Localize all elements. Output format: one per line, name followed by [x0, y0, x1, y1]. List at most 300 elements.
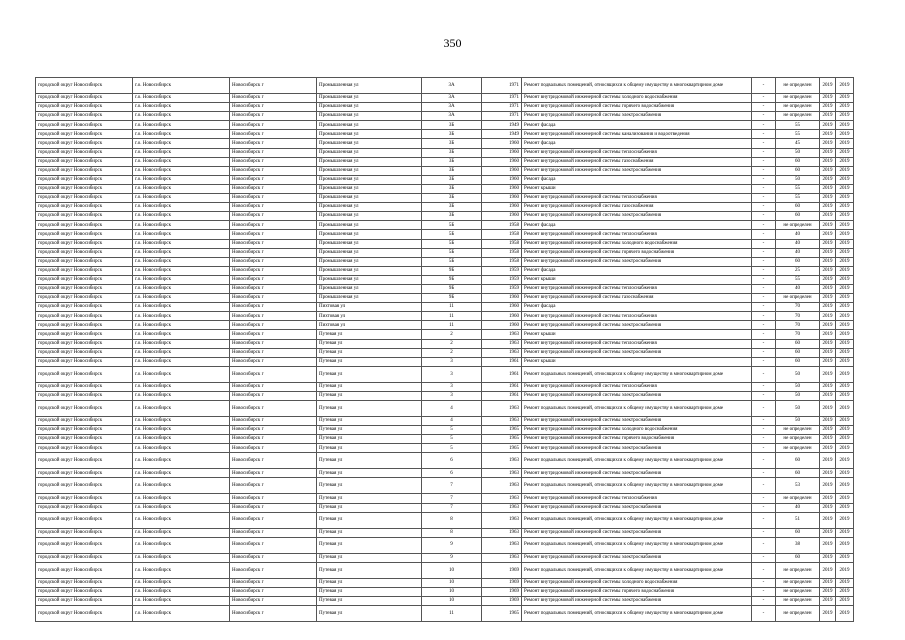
code-cell: - [752, 453, 776, 469]
municipality-cell: г.о. Новосибирск [133, 366, 230, 382]
table-row [36, 426, 854, 435]
start-year-cell: 2019 [820, 321, 836, 330]
municipality-cell: г.о. Новосибирск [133, 275, 230, 284]
street-cell: Путевая ул [317, 357, 422, 366]
district-cell: городской округ Новосибирск [36, 230, 133, 239]
end-year-cell: 2019 [836, 184, 854, 193]
work-type-cell: Ремонт подвальных помещений, относящихся к общему имуществу в многоквартирном доме [522, 453, 752, 469]
start-year-cell: 2019 [820, 312, 836, 321]
build-year-cell: 1965 [482, 426, 522, 435]
municipality-cell: г.о. Новосибирск [133, 121, 230, 130]
house-number-cell: 5 [422, 444, 482, 453]
work-type-cell: Ремонт внутридомовой инженерной системы теплоснабжения [522, 382, 752, 391]
code-cell: - [752, 303, 776, 312]
code-cell: - [752, 528, 776, 537]
work-type-cell: Ремонт внутридомовой инженерной системы горячего водоснабжения [522, 587, 752, 596]
build-year-cell: 1963 [482, 528, 522, 537]
table-row [36, 130, 854, 139]
table-row [36, 266, 854, 275]
cost-cell: 55 [776, 121, 820, 130]
locality-cell: Новосибирск г [230, 157, 317, 166]
work-type-cell: Ремонт внутридомовой инженерной системы электроснабжения [522, 321, 752, 330]
code-cell: - [752, 562, 776, 578]
build-year-cell: 1963 [482, 348, 522, 357]
start-year-cell: 2019 [820, 606, 836, 622]
table-row [36, 597, 854, 606]
locality-cell: Новосибирск г [230, 239, 317, 248]
street-cell: Путевая ул [317, 348, 422, 357]
district-cell: городской округ Новосибирск [36, 239, 133, 248]
work-type-cell: Ремонт внутридомовой инженерной системы электроснабжения [522, 348, 752, 357]
house-number-cell: 2 [422, 348, 482, 357]
locality-cell: Новосибирск г [230, 184, 317, 193]
build-year-cell: 1965 [482, 435, 522, 444]
table-row [36, 103, 854, 112]
table-row [36, 312, 854, 321]
district-cell: городской округ Новосибирск [36, 469, 133, 478]
cost-cell: 70 [776, 303, 820, 312]
build-year-cell: 1959 [482, 266, 522, 275]
street-cell: Промышленная ул [317, 130, 422, 139]
table-row [36, 339, 854, 348]
house-number-cell: 8 [422, 528, 482, 537]
house-number-cell: 3 [422, 382, 482, 391]
table-row [36, 417, 854, 426]
municipality-cell: г.о. Новосибирск [133, 139, 230, 148]
locality-cell: Новосибирск г [230, 528, 317, 537]
table-row [36, 382, 854, 391]
work-type-cell: Ремонт внутридомовой инженерной системы электроснабжения [522, 166, 752, 175]
cost-cell: 51 [776, 512, 820, 528]
district-cell: городской округ Новосибирск [36, 339, 133, 348]
end-year-cell: 2019 [836, 537, 854, 553]
cost-cell: 70 [776, 312, 820, 321]
cost-cell: 38 [776, 537, 820, 553]
work-type-cell: Ремонт крыши [522, 275, 752, 284]
end-year-cell: 2019 [836, 194, 854, 203]
locality-cell: Новосибирск г [230, 366, 317, 382]
locality-cell: Новосибирск г [230, 294, 317, 303]
build-year-cell: 1971 [482, 112, 522, 121]
cost-cell: не определен [776, 435, 820, 444]
municipality-cell: г.о. Новосибирск [133, 294, 230, 303]
district-cell: городской округ Новосибирск [36, 166, 133, 175]
start-year-cell: 2019 [820, 348, 836, 357]
start-year-cell: 2019 [820, 587, 836, 596]
start-year-cell: 2019 [820, 94, 836, 103]
street-cell: Промышленная ул [317, 103, 422, 112]
locality-cell: Новосибирск г [230, 312, 317, 321]
locality-cell: Новосибирск г [230, 139, 317, 148]
code-cell: - [752, 121, 776, 130]
district-cell: городской округ Новосибирск [36, 121, 133, 130]
end-year-cell: 2019 [836, 503, 854, 512]
work-type-cell: Ремонт внутридомовой инженерной системы теплоснабжения [522, 284, 752, 293]
table-row [36, 175, 854, 184]
start-year-cell: 2019 [820, 130, 836, 139]
municipality-cell: г.о. Новосибирск [133, 248, 230, 257]
table-row [36, 469, 854, 478]
locality-cell: Новосибирск г [230, 248, 317, 257]
code-cell: - [752, 312, 776, 321]
start-year-cell: 2019 [820, 330, 836, 339]
municipality-cell: г.о. Новосибирск [133, 148, 230, 157]
work-type-cell: Ремонт фасада [522, 266, 752, 275]
municipality-cell: г.о. Новосибирск [133, 303, 230, 312]
street-cell: Путевая ул [317, 528, 422, 537]
code-cell: - [752, 578, 776, 587]
district-cell: городской округ Новосибирск [36, 597, 133, 606]
street-cell: Путевая ул [317, 587, 422, 596]
house-number-cell: 10 [422, 587, 482, 596]
code-cell: - [752, 401, 776, 417]
cost-cell: 60 [776, 469, 820, 478]
work-type-cell: Ремонт внутридомовой инженерной системы холодного водоснабжения [522, 578, 752, 587]
work-type-cell: Ремонт внутридомовой инженерной системы горячего водоснабжения [522, 103, 752, 112]
start-year-cell: 2019 [820, 339, 836, 348]
street-cell: Путевая ул [317, 562, 422, 578]
code-cell: - [752, 230, 776, 239]
work-type-cell: Ремонт внутридомовой инженерной системы электроснабжения [522, 469, 752, 478]
municipality-cell: г.о. Новосибирск [133, 321, 230, 330]
table-row [36, 587, 854, 596]
table-row [36, 348, 854, 357]
end-year-cell: 2019 [836, 469, 854, 478]
code-cell: - [752, 203, 776, 212]
table-row [36, 537, 854, 553]
house-number-cell: 10 [422, 562, 482, 578]
end-year-cell: 2019 [836, 330, 854, 339]
cost-cell: не определен [776, 587, 820, 596]
street-cell: Промышленная ул [317, 294, 422, 303]
code-cell: - [752, 435, 776, 444]
district-cell: городской округ Новосибирск [36, 303, 133, 312]
district-cell: городской округ Новосибирск [36, 257, 133, 266]
locality-cell: Новосибирск г [230, 597, 317, 606]
build-year-cell: 1963 [482, 553, 522, 562]
build-year-cell: 1960 [482, 203, 522, 212]
end-year-cell: 2019 [836, 597, 854, 606]
end-year-cell: 2019 [836, 175, 854, 184]
build-year-cell: 1960 [482, 194, 522, 203]
house-number-cell: 4 [422, 417, 482, 426]
end-year-cell: 2019 [836, 239, 854, 248]
house-number-cell: 11 [422, 321, 482, 330]
municipality-cell: г.о. Новосибирск [133, 391, 230, 400]
municipality-cell: г.о. Новосибирск [133, 606, 230, 622]
cost-cell: 40 [776, 239, 820, 248]
code-cell: - [752, 248, 776, 257]
table-row [36, 553, 854, 562]
cost-cell: 60 [776, 157, 820, 166]
code-cell: - [752, 194, 776, 203]
district-cell: городской округ Новосибирск [36, 130, 133, 139]
work-type-cell: Ремонт внутридомовой инженерной системы электроснабжения [522, 597, 752, 606]
municipality-cell: г.о. Новосибирск [133, 435, 230, 444]
cost-cell: 55 [776, 194, 820, 203]
table-row [36, 157, 854, 166]
cost-cell: 55 [776, 275, 820, 284]
code-cell: - [752, 348, 776, 357]
table-row [36, 248, 854, 257]
street-cell: Путевая ул [317, 553, 422, 562]
end-year-cell: 2019 [836, 78, 854, 94]
table-row [36, 366, 854, 382]
build-year-cell: 1969 [482, 597, 522, 606]
locality-cell: Новосибирск г [230, 426, 317, 435]
table-row [36, 194, 854, 203]
build-year-cell: 1965 [482, 606, 522, 622]
end-year-cell: 2019 [836, 528, 854, 537]
house-number-cell: 3Б [422, 121, 482, 130]
municipality-cell: г.о. Новосибирск [133, 239, 230, 248]
build-year-cell: 1963 [482, 469, 522, 478]
house-number-cell: 3Б [422, 157, 482, 166]
municipality-cell: г.о. Новосибирск [133, 537, 230, 553]
table-row [36, 294, 854, 303]
code-cell: - [752, 321, 776, 330]
street-cell: Промышленная ул [317, 194, 422, 203]
code-cell: - [752, 357, 776, 366]
code-cell: - [752, 166, 776, 175]
municipality-cell: г.о. Новосибирск [133, 357, 230, 366]
code-cell: - [752, 266, 776, 275]
work-type-cell: Ремонт внутридомовой инженерной системы газоснабжения [522, 203, 752, 212]
municipality-cell: г.о. Новосибирск [133, 230, 230, 239]
district-cell: городской округ Новосибирск [36, 512, 133, 528]
street-cell: Путевая ул [317, 426, 422, 435]
code-cell: - [752, 130, 776, 139]
end-year-cell: 2019 [836, 221, 854, 230]
end-year-cell: 2019 [836, 562, 854, 578]
work-type-cell: Ремонт внутридомовой инженерной системы электроснабжения [522, 417, 752, 426]
municipality-cell: г.о. Новосибирск [133, 212, 230, 221]
street-cell: Путевая ул [317, 512, 422, 528]
municipality-cell: г.о. Новосибирск [133, 417, 230, 426]
start-year-cell: 2019 [820, 166, 836, 175]
district-cell: городской округ Новосибирск [36, 103, 133, 112]
code-cell: - [752, 444, 776, 453]
cost-cell: не определен [776, 78, 820, 94]
street-cell: Промышленная ул [317, 94, 422, 103]
house-number-cell: 9Б [422, 284, 482, 293]
start-year-cell: 2019 [820, 494, 836, 503]
municipality-cell: г.о. Новосибирск [133, 284, 230, 293]
house-number-cell: 3Б [422, 184, 482, 193]
locality-cell: Новосибирск г [230, 257, 317, 266]
street-cell: Путевая ул [317, 469, 422, 478]
build-year-cell: 1960 [482, 312, 522, 321]
municipality-cell: г.о. Новосибирск [133, 469, 230, 478]
cost-cell: 55 [776, 130, 820, 139]
locality-cell: Новосибирск г [230, 194, 317, 203]
house-number-cell: 3Б [422, 139, 482, 148]
municipality-cell: г.о. Новосибирск [133, 339, 230, 348]
house-number-cell: 3Б [422, 212, 482, 221]
locality-cell: Новосибирск г [230, 303, 317, 312]
start-year-cell: 2019 [820, 444, 836, 453]
start-year-cell: 2019 [820, 257, 836, 266]
street-cell: Путевая ул [317, 606, 422, 622]
locality-cell: Новосибирск г [230, 348, 317, 357]
cost-cell: 70 [776, 321, 820, 330]
street-cell: Промышленная ул [317, 275, 422, 284]
cost-cell: 25 [776, 266, 820, 275]
locality-cell: Новосибирск г [230, 391, 317, 400]
street-cell: Промышленная ул [317, 121, 422, 130]
locality-cell: Новосибирск г [230, 606, 317, 622]
build-year-cell: 1971 [482, 103, 522, 112]
street-cell: Промышленная ул [317, 248, 422, 257]
end-year-cell: 2019 [836, 94, 854, 103]
locality-cell: Новосибирск г [230, 203, 317, 212]
municipality-cell: г.о. Новосибирск [133, 453, 230, 469]
code-cell: - [752, 469, 776, 478]
locality-cell: Новосибирск г [230, 444, 317, 453]
street-cell: Промышленная ул [317, 184, 422, 193]
table-body [36, 78, 854, 622]
municipality-cell: г.о. Новосибирск [133, 503, 230, 512]
build-year-cell: 1949 [482, 130, 522, 139]
start-year-cell: 2019 [820, 230, 836, 239]
code-cell: - [752, 284, 776, 293]
cost-cell: 60 [776, 212, 820, 221]
municipality-cell: г.о. Новосибирск [133, 94, 230, 103]
start-year-cell: 2019 [820, 157, 836, 166]
house-number-cell: 9Б [422, 294, 482, 303]
end-year-cell: 2019 [836, 348, 854, 357]
build-year-cell: 1961 [482, 391, 522, 400]
build-year-cell: 1958 [482, 230, 522, 239]
end-year-cell: 2019 [836, 148, 854, 157]
end-year-cell: 2019 [836, 382, 854, 391]
house-number-cell: 3Б [422, 203, 482, 212]
house-number-cell: 9Б [422, 275, 482, 284]
end-year-cell: 2019 [836, 606, 854, 622]
house-number-cell: 4 [422, 401, 482, 417]
table-row [36, 284, 854, 293]
table-row [36, 221, 854, 230]
start-year-cell: 2019 [820, 512, 836, 528]
district-cell: городской округ Новосибирск [36, 417, 133, 426]
cost-cell: 60 [776, 528, 820, 537]
build-year-cell: 1960 [482, 294, 522, 303]
district-cell: городской округ Новосибирск [36, 212, 133, 221]
start-year-cell: 2019 [820, 266, 836, 275]
work-type-cell: Ремонт фасада [522, 221, 752, 230]
code-cell: - [752, 78, 776, 94]
cost-cell: не определен [776, 606, 820, 622]
end-year-cell: 2019 [836, 312, 854, 321]
house-number-cell: 6 [422, 453, 482, 469]
locality-cell: Новосибирск г [230, 578, 317, 587]
cost-cell: 53 [776, 478, 820, 494]
street-cell: Промышленная ул [317, 284, 422, 293]
house-number-cell: 3 [422, 391, 482, 400]
start-year-cell: 2019 [820, 578, 836, 587]
street-cell: Путевая ул [317, 503, 422, 512]
end-year-cell: 2019 [836, 453, 854, 469]
start-year-cell: 2019 [820, 121, 836, 130]
build-year-cell: 1960 [482, 175, 522, 184]
district-cell: городской округ Новосибирск [36, 312, 133, 321]
municipality-cell: г.о. Новосибирск [133, 257, 230, 266]
start-year-cell: 2019 [820, 194, 836, 203]
code-cell: - [752, 221, 776, 230]
build-year-cell: 1958 [482, 257, 522, 266]
cost-cell: 55 [776, 184, 820, 193]
district-cell: городской округ Новосибирск [36, 112, 133, 121]
cost-cell: 60 [776, 453, 820, 469]
build-year-cell: 1963 [482, 330, 522, 339]
district-cell: городской округ Новосибирск [36, 194, 133, 203]
locality-cell: Новосибирск г [230, 562, 317, 578]
start-year-cell: 2019 [820, 112, 836, 121]
table-row [36, 166, 854, 175]
work-type-cell: Ремонт крыши [522, 330, 752, 339]
locality-cell: Новосибирск г [230, 512, 317, 528]
house-number-cell: 5Б [422, 248, 482, 257]
district-cell: городской округ Новосибирск [36, 435, 133, 444]
start-year-cell: 2019 [820, 284, 836, 293]
street-cell: Промышленная ул [317, 175, 422, 184]
build-year-cell: 1969 [482, 578, 522, 587]
start-year-cell: 2019 [820, 294, 836, 303]
locality-cell: Новосибирск г [230, 130, 317, 139]
cost-cell: 60 [776, 357, 820, 366]
work-type-cell: Ремонт подвальных помещений, относящихся к общему имуществу в многоквартирном доме [522, 606, 752, 622]
municipality-cell: г.о. Новосибирск [133, 175, 230, 184]
cost-cell: 60 [776, 339, 820, 348]
district-cell: городской округ Новосибирск [36, 503, 133, 512]
cost-cell: не определен [776, 221, 820, 230]
table-row [36, 401, 854, 417]
build-year-cell: 1949 [482, 121, 522, 130]
table-row [36, 453, 854, 469]
cost-cell: 50 [776, 417, 820, 426]
code-cell: - [752, 417, 776, 426]
street-cell: Промышленная ул [317, 203, 422, 212]
end-year-cell: 2019 [836, 284, 854, 293]
street-cell: Промышленная ул [317, 221, 422, 230]
house-number-cell: 3Б [422, 194, 482, 203]
start-year-cell: 2019 [820, 528, 836, 537]
work-type-cell: Ремонт внутридомовой инженерной системы электроснабжения [522, 112, 752, 121]
work-type-cell: Ремонт внутридомовой инженерной системы газоснабжения [522, 294, 752, 303]
start-year-cell: 2019 [820, 426, 836, 435]
cost-cell: 60 [776, 553, 820, 562]
end-year-cell: 2019 [836, 257, 854, 266]
code-cell: - [752, 426, 776, 435]
build-year-cell: 1963 [482, 417, 522, 426]
street-cell: Путевая ул [317, 597, 422, 606]
table-row [36, 94, 854, 103]
district-cell: городской округ Новосибирск [36, 401, 133, 417]
code-cell: - [752, 587, 776, 596]
build-year-cell: 1963 [482, 537, 522, 553]
locality-cell: Новосибирск г [230, 435, 317, 444]
work-type-cell: Ремонт внутридомовой инженерной системы теплоснабжения [522, 230, 752, 239]
start-year-cell: 2019 [820, 382, 836, 391]
start-year-cell: 2019 [820, 562, 836, 578]
street-cell: Промышленная ул [317, 148, 422, 157]
build-year-cell: 1960 [482, 139, 522, 148]
district-cell: городской округ Новосибирск [36, 562, 133, 578]
house-number-cell: 5Б [422, 257, 482, 266]
locality-cell: Новосибирск г [230, 275, 317, 284]
house-number-cell: 7 [422, 478, 482, 494]
start-year-cell: 2019 [820, 203, 836, 212]
